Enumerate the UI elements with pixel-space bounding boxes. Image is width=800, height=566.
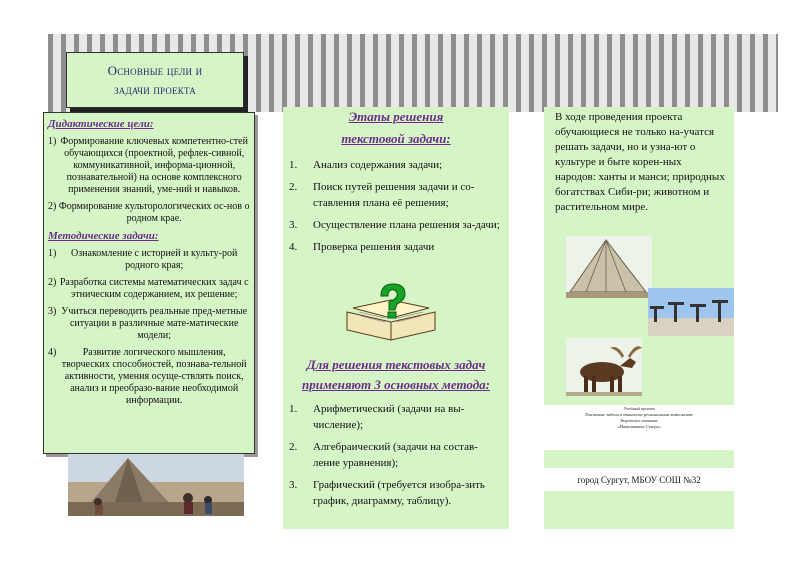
title-line-1: Основные цели и [107, 63, 203, 78]
item-text: Алгебраический (задачи на состав-ление уравнения); [313, 441, 478, 469]
list-item [283, 439, 509, 471]
item-text: Развитие логического мышления, творческих способностей, познава-тельной активности, умения осуще-ствлять поиск, анализ и преобразо-вание необходимой информации. [61, 347, 247, 406]
item-number: 3) [48, 306, 57, 317]
item-text: Формирование культорологических ос-нов о родном крае. [58, 201, 250, 224]
item-text: Арифметический (задачи на вы-числение); [313, 403, 465, 431]
item-number: 3. [289, 479, 298, 491]
chum-tent-image [566, 236, 652, 298]
item-number: 1) [48, 136, 57, 147]
didactic-heading: Дидактические цели: [48, 118, 154, 130]
item-text: Графический (требуется изобра-зить график, диаграмму, таблицу). [313, 479, 485, 507]
school-city-text: город Сургут, МБОУ СОШ №32 [577, 475, 701, 485]
list-item [48, 248, 250, 272]
project-note [544, 406, 734, 430]
method-heading: Методические задачи: [48, 230, 159, 242]
item-number: 2) [48, 201, 57, 212]
list-item [48, 306, 250, 342]
item-number: 2) [48, 277, 57, 288]
item-number: 1. [289, 159, 298, 171]
question-book-icon [343, 282, 439, 342]
methods-title-line-1: Для решения текстовых задач [306, 357, 486, 372]
project-intro-text: В ходе проведения проекта обучающиеся не только на-учатся решать задачи, но и узна-ют о культуре и быте корен-ных народов: ханты и манси; природных богатствах Сиби-ри; животном и растительном мире. [555, 111, 725, 213]
stages-title-line-1: Этапы решения [348, 109, 444, 124]
tent-camp-photo [68, 454, 244, 516]
right-panel-band [544, 450, 734, 468]
note-line: Учебный проект [623, 406, 655, 411]
item-text: Учиться переводить реальные пред-метные ситуации в различные мате-матические модели; [61, 306, 248, 341]
list-item [283, 477, 509, 509]
list-item [48, 277, 250, 301]
list-item [48, 201, 250, 225]
left-panel [43, 112, 255, 454]
note-line: Текстовые задачи в этнически-региональном компоненте [584, 412, 694, 417]
item-number: 2. [289, 441, 298, 453]
title-line-2: задачи проекта [114, 82, 196, 97]
list-item [283, 157, 509, 173]
list-item [48, 136, 250, 196]
item-number: 1) [48, 248, 57, 259]
item-text: Проверка решения задачи [313, 241, 435, 253]
list-item [283, 217, 509, 233]
list-item [283, 401, 509, 433]
item-number: 4. [289, 241, 298, 253]
list-item [283, 239, 509, 255]
list-item [283, 179, 509, 211]
note-line: Творческое название [619, 418, 658, 423]
item-number: 1. [289, 403, 298, 415]
item-text: Осуществление плана решения за-дачи; [313, 219, 500, 231]
item-number: 3. [289, 219, 298, 231]
item-text: Анализ содержания задачи; [313, 159, 443, 171]
item-text: Формирование ключевых компетентно-стей обучающихся (проектной, рефлек-сивной, коммуникативной, информа-ционной, познавательной) на основе комплексного применения знаний, уме-ний и навыков. [60, 136, 248, 195]
moose-image [566, 338, 642, 396]
methods-list [283, 401, 509, 515]
stages-title-line-2: текстовой задачи: [341, 131, 451, 146]
item-text: Ознакомление с историей и культу-рой родного края; [70, 248, 238, 271]
item-text: Поиск путей решения задачи и со-ставления плана её решения; [313, 181, 475, 209]
item-text: Разработка системы математических задач с этническим содержанием, их решение; [59, 277, 249, 300]
note-line: «Математика Севера» [617, 424, 661, 429]
stages-list [283, 157, 509, 261]
item-number: 2. [289, 181, 298, 193]
methods-title-line-2: применяют 3 основных метода: [302, 377, 490, 392]
oil-pumps-image [648, 288, 734, 336]
item-number: 4) [48, 347, 57, 358]
title-box [66, 52, 244, 108]
right-panel-bottom [544, 491, 734, 529]
list-item [48, 347, 250, 407]
